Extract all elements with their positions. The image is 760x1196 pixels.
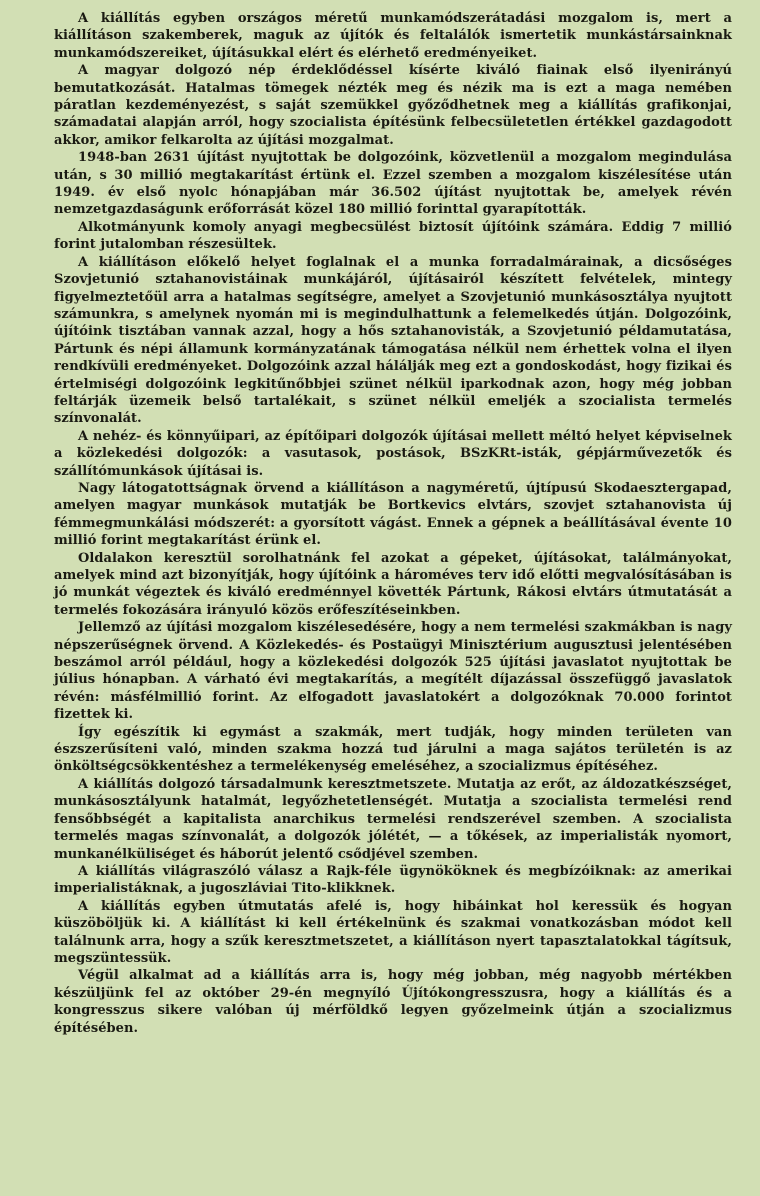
paragraph-10: Így egészítik ki egymást a szakmák, mert tudják, hogy minden területen van észszerűsíteni való, minden szakma hozzá tud járulni a maga sajátos területén is az önköltségcsökkentéshez a termelékenység emeléséhez, a szocializmus építéséhez. <box>54 724 732 775</box>
article-text <box>54 10 732 1037</box>
paragraph-9: Jellemző az újítási mozgalom kiszélesedésére, hogy a nem termelési szakmákban is nagy népszerűségnek örvend. A Közlekedés- és Postaügyi Minisztérium augusztusi jelentésében beszámol arról például, hogy a közlekedési dolgozók 525 újítási javaslatot nyujtottak be július hónapban. A várható évi megtakarítás, a megítélt díjazással összefüggő javaslatok révén: másfélmillió forint. Az elfogadott javaslatokért a dolgozóknak 70.000 forintot fizettek ki. <box>54 620 732 723</box>
paragraph-14: Végül alkalmat ad a kiállítás arra is, hogy még jobban, még nagyobb mértékben készüljünk fel az október 29-én megnyíló Újítókongresszusra, hogy a kiállítás és a kongresszus sikere valóban új mérföldkő legyen győzelmeink útján a szocializmus építésében. <box>54 968 732 1036</box>
paragraph-12: A kiállítás világraszóló válasz a Rajk-féle ügynököknek és megbízóiknak: az amerikai imperialistáknak, a jugoszláviai Tito-klikknek. <box>54 863 732 897</box>
paragraph-13: A kiállítás egyben útmutatás afelé is, hogy hibáinkat hol keressük és hogyan küszöböljük ki. A kiállítást ki kell értékelnünk és szakmai vonatkozásban módot kell találnunk arra, hogy a szűk keresztmetszetet, a kiállításon nyert tapasztalatokkal tágítsuk, megszüntessük. <box>54 898 732 966</box>
paragraph-7: Nagy látogatottságnak örvend a kiállításon a nagyméretű, újtípusú Skodaesztergapad, amelyen magyar munkások mutatják be Bortkevics elvtárs, szovjet sztahanovista új fémmegmunkálási módszerét: a gyorsított vágást. Ennek a gépnek a beállításával évente 10 millió forint megtakarítást érünk el. <box>54 480 732 549</box>
paragraph-5: A kiállításon előkelő helyet foglalnak el a munka forradalmárainak, a dicsőséges Szovjetunió sztahanovistáinak munkájáról, újításairól készített felvételek, mintegy figyelmeztetőül arra a hatalmas segítségre, amelyet a Szovjetunió munkásosztálya nyujtott számunkra, s amelynek nyomán mi is megindulhattunk a felemelkedés útján. Dolgozóink, újítóink tisztában vannak azzal, hogy a hős sztahanovisták, a Szovjetunió példamutatása, Pártunk és népi államunk kormányzatának támogatása nélkül nem érhettek volna el ilyen rendkívüli eredményeket. Dolgozóink azzal hálálják meg ezt a gondoskodást, hogy fizikai és értelmiségi dolgozóink legkitűnőbbjei szünet nélkül iparkodnak azon, hogy még jobban feltárják üzemeik belső tartalékait, s szünet nélkül emeljék a szocialista termelés színvonalát. <box>54 254 732 427</box>
paragraph-11: A kiállítás dolgozó társadalmunk keresztmetszete. Mutatja az erőt, az áldozatkészséget, munkásosztályunk hatalmát, legyőzhetetlenségét. Mutatja a szocialista termelési rend fensőbbségét a kapitalista anarchikus termelési rendszerével szemben. A szocialista termelés magas színvonalát, a dolgozók jólétét, — a tőkések, az imperialisták nyomort, munkanélküliséget és háborút jelentő csődjével szemben. <box>54 776 732 862</box>
paragraph-2: A magyar dolgozó nép érdeklődéssel kísérte kiváló fiainak első ilyenirányú bemutatkozását. Hatalmas tömegek nézték meg és nézik ma is ezt a maga nemében páratlan kezdeményezést, s saját szemükkel győződhetnek meg a kiállítás grafikonjai, számadatai alapján arról, hogy szocialista építésünk felbecsületetlen értékkel gazdagodott akkor, amikor felkarolta az újítási mozgalmat. <box>54 63 732 148</box>
paragraph-8: Oldalakon keresztül sorolhatnánk fel azokat a gépeket, újításokat, találmányokat, amelyek mind azt bizonyítják, hogy újítóink a hároméves terv idő előtti megvalósításában is jó munkát végeztek és kiváló eredménnyel követték Pártunk, Rákosi elvtárs útmutatását a termelés fokozására irányuló közös erőfeszítéseinkben. <box>54 550 732 618</box>
paragraph-1: A kiállítás egyben országos méretű munkamódszerátadási mozgalom is, mert a kiállításon szakemberek, maguk az újítók és feltalálók ismertetik munkástársainknak munkamódszereiket, újításukkal elért és elérhető eredményeiket. <box>54 11 732 61</box>
paragraph-6: A nehéz- és könnyűipari, az építőipari dolgozók újításai mellett méltó helyet képviselnek a közlekedési dolgozók: a vasutasok, postások, BSzKRt-isták, gépjárművezetők és szállítómunkások újításai is. <box>54 428 732 479</box>
paragraph-3: 1948-ban 2631 újítást nyujtottak be dolgozóink, közvetlenül a mozgalom megindulása után, s 30 millió megtakarítást értünk el. Ezzel szemben a mozgalom kiszélesítése után 1949. év első nyolc hónapjában már 36.502 újítást nyujtottak be, amelyek révén nemzetgazdaságunk erőforrását közel 180 millió forinttal gyarapították. <box>54 150 732 218</box>
paragraph-4: Alkotmányunk komoly anyagi megbecsülést biztosít újítóink számára. Eddig 7 millió forint jutalomban részesültek. <box>54 219 732 253</box>
